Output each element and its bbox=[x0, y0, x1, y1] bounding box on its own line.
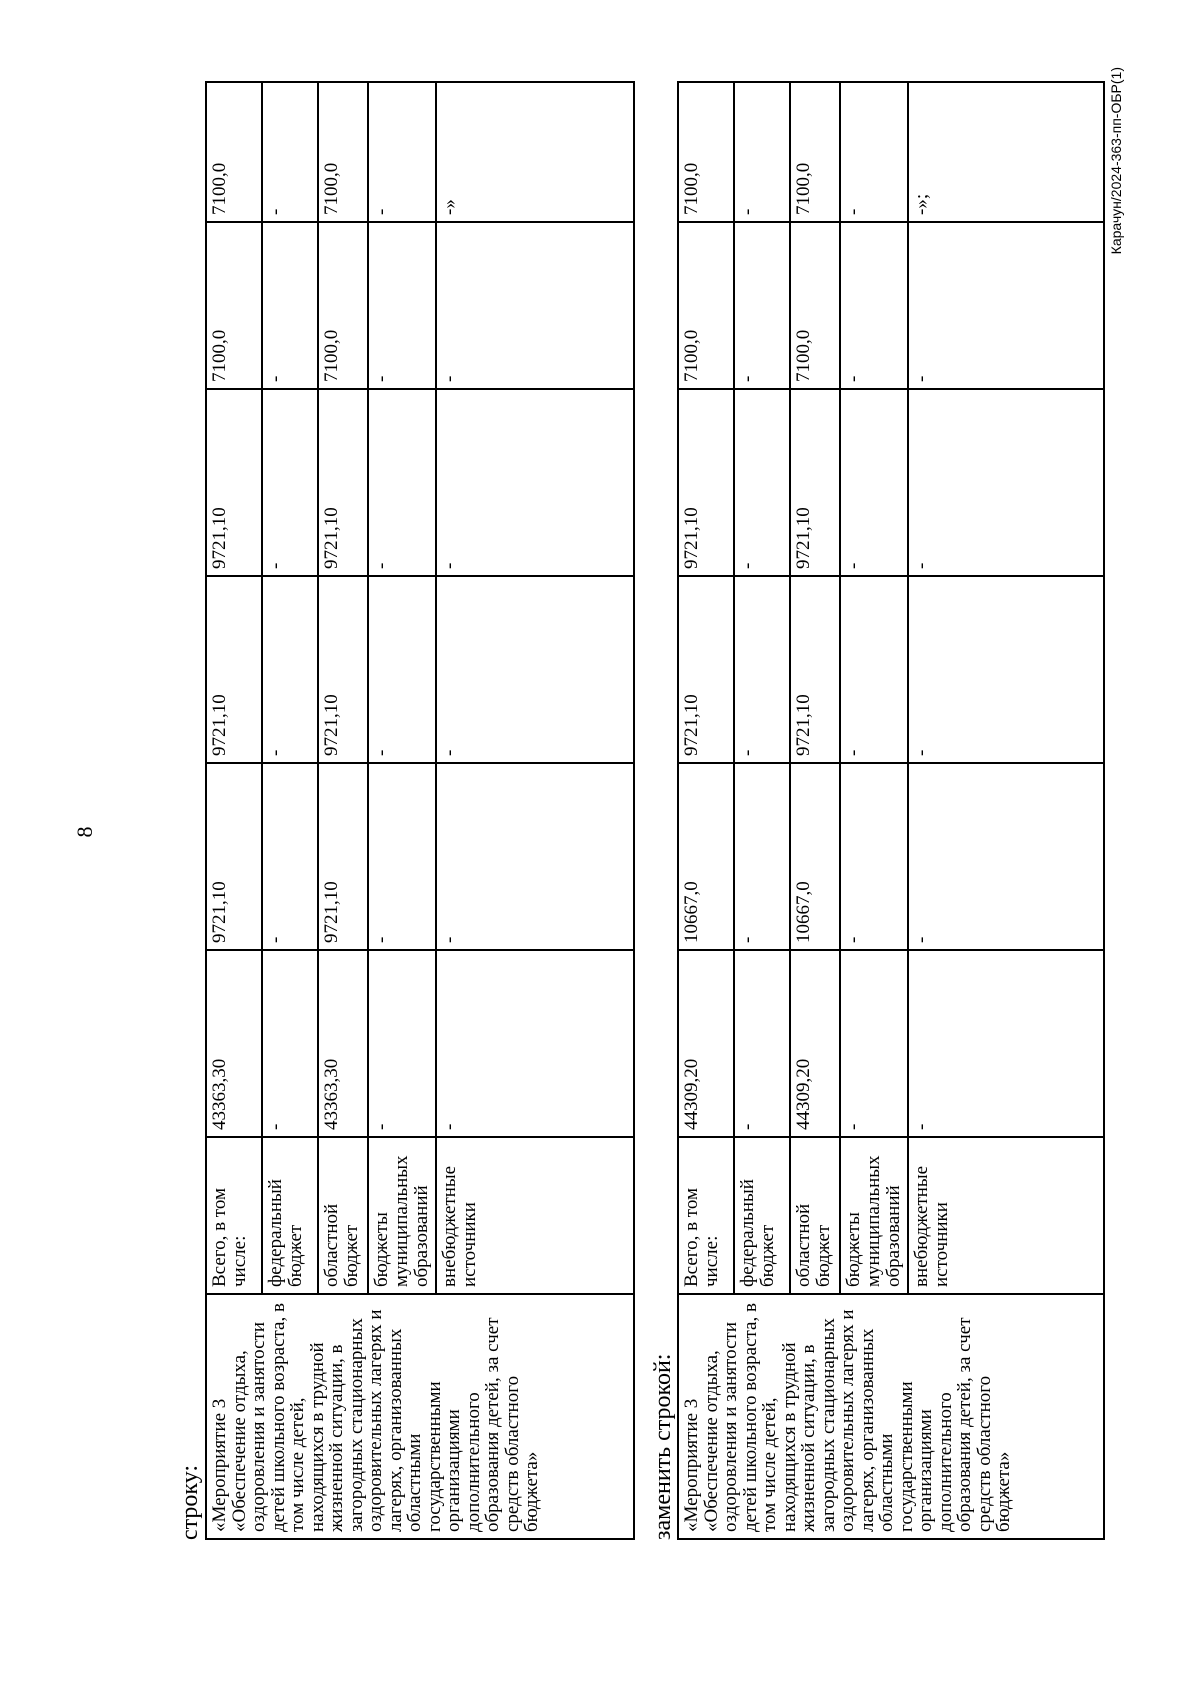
value-cell: -»; bbox=[908, 82, 1104, 222]
value-cell: - bbox=[436, 576, 634, 763]
value-cell: - bbox=[262, 222, 318, 389]
value-cell: 9721,10 bbox=[206, 389, 262, 576]
value-cell: - bbox=[734, 950, 790, 1137]
value-cell: - bbox=[840, 82, 908, 222]
value-cell: 9721,10 bbox=[318, 763, 368, 950]
old-row-label: строку: bbox=[177, 1464, 203, 1540]
measure-description: «Мероприятие 3 «Обеспечение отдыха, оздоровления и занятости детей школьного возраста, в том числе детей, находящихся в трудной жизненной ситуации, в загородных стационарных оздоровительных лагерях и лагерях, организованных областными государственными организациями дополнительного образования детей, за счет средств областного бюджета» bbox=[206, 1294, 634, 1539]
funding-source: областной бюджет bbox=[790, 1137, 840, 1294]
value-cell: 43363,30 bbox=[206, 950, 262, 1137]
funding-source: внебюджетные источники bbox=[908, 1137, 1104, 1294]
funding-source: областной бюджет bbox=[318, 1137, 368, 1294]
value-cell: - bbox=[840, 576, 908, 763]
measure-description: «Мероприятие 3 «Обеспечение отдыха, оздоровления и занятости детей школьного возраста, в том числе детей, находящихся в трудной жизненной ситуации, в загородных стационарных оздоровительных лагерях и лагерях, организованных областными государственными организациями дополнительного образования детей, за счет средств областного бюджета» bbox=[678, 1294, 1104, 1539]
value-cell: 9721,10 bbox=[318, 576, 368, 763]
value-cell: 7100,0 bbox=[206, 222, 262, 389]
table-row bbox=[206, 82, 262, 1539]
funding-source: Всего, в том числе: bbox=[678, 1137, 734, 1294]
value-cell: - bbox=[840, 763, 908, 950]
value-cell: - bbox=[840, 389, 908, 576]
new-row-table bbox=[677, 81, 1105, 1540]
value-cell: 9721,10 bbox=[206, 763, 262, 950]
value-cell: - bbox=[262, 389, 318, 576]
value-cell: 10667,0 bbox=[678, 763, 734, 950]
value-cell: 7100,0 bbox=[790, 222, 840, 389]
funding-source: федеральный бюджет bbox=[262, 1137, 318, 1294]
value-cell: - bbox=[368, 389, 436, 576]
value-cell: - bbox=[908, 222, 1104, 389]
value-cell: - bbox=[840, 222, 908, 389]
value-cell: - bbox=[262, 950, 318, 1137]
value-cell: 44309,20 bbox=[678, 950, 734, 1137]
document-code: Карачун/2024-363-пп-ОБР(1) bbox=[1108, 67, 1124, 255]
funding-source: бюджеты муниципальных образований bbox=[368, 1137, 436, 1294]
value-cell: - bbox=[262, 576, 318, 763]
value-cell: - bbox=[734, 576, 790, 763]
value-cell: - bbox=[908, 576, 1104, 763]
value-cell: - bbox=[908, 389, 1104, 576]
value-cell: 9721,10 bbox=[790, 576, 840, 763]
value-cell: 7100,0 bbox=[790, 82, 840, 222]
value-cell: 9721,10 bbox=[678, 389, 734, 576]
value-cell: 7100,0 bbox=[206, 82, 262, 222]
value-cell: - bbox=[368, 950, 436, 1137]
value-cell: - bbox=[262, 763, 318, 950]
value-cell: - bbox=[908, 763, 1104, 950]
funding-source: федеральный бюджет bbox=[734, 1137, 790, 1294]
value-cell: - bbox=[368, 576, 436, 763]
value-cell: - bbox=[734, 222, 790, 389]
funding-source: бюджеты муниципальных образований bbox=[840, 1137, 908, 1294]
value-cell: 9721,10 bbox=[206, 576, 262, 763]
page-number: 8 bbox=[72, 826, 97, 838]
value-cell: - bbox=[436, 950, 634, 1137]
old-row-table bbox=[205, 81, 635, 1540]
value-cell: 7100,0 bbox=[318, 82, 368, 222]
value-cell: - bbox=[908, 950, 1104, 1137]
value-cell: - bbox=[436, 763, 634, 950]
value-cell: - bbox=[734, 389, 790, 576]
value-cell: 9721,10 bbox=[318, 389, 368, 576]
funding-source: внебюджетные источники bbox=[436, 1137, 634, 1294]
value-cell: 7100,0 bbox=[678, 82, 734, 222]
value-cell: - bbox=[436, 222, 634, 389]
value-cell: 44309,20 bbox=[790, 950, 840, 1137]
value-cell: - bbox=[368, 222, 436, 389]
value-cell: - bbox=[368, 82, 436, 222]
value-cell: - bbox=[734, 763, 790, 950]
value-cell: 7100,0 bbox=[678, 222, 734, 389]
value-cell: 10667,0 bbox=[790, 763, 840, 950]
table-row bbox=[678, 82, 734, 1539]
value-cell: - bbox=[368, 763, 436, 950]
value-cell: 9721,10 bbox=[790, 389, 840, 576]
funding-source: Всего, в том числе: bbox=[206, 1137, 262, 1294]
value-cell: 7100,0 bbox=[318, 222, 368, 389]
value-cell: 9721,10 bbox=[678, 576, 734, 763]
new-row-label: заменить строкой: bbox=[650, 1353, 676, 1540]
value-cell: - bbox=[436, 389, 634, 576]
value-cell: - bbox=[734, 82, 790, 222]
value-cell: -» bbox=[436, 82, 634, 222]
value-cell: - bbox=[840, 950, 908, 1137]
value-cell: - bbox=[262, 82, 318, 222]
value-cell: 43363,30 bbox=[318, 950, 368, 1137]
